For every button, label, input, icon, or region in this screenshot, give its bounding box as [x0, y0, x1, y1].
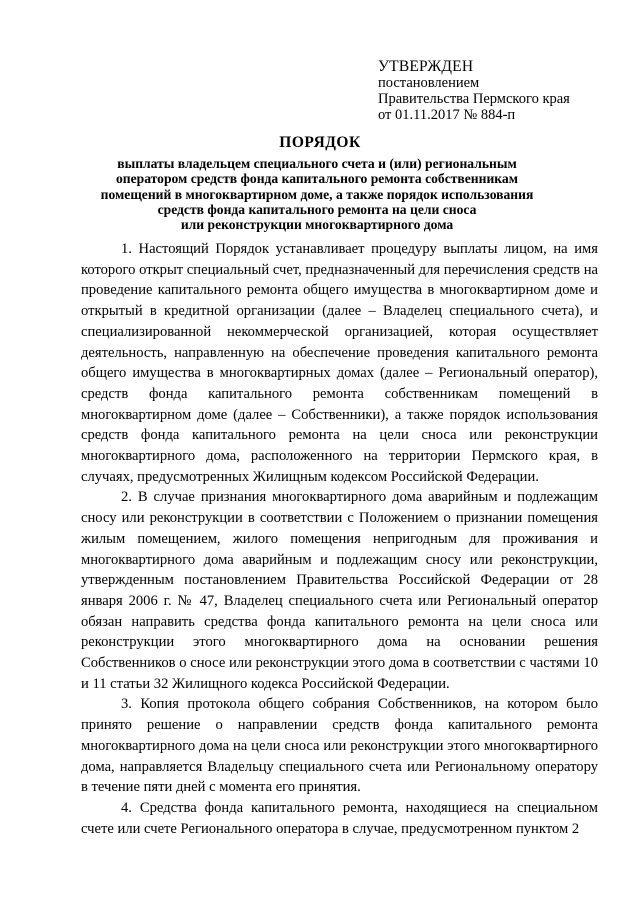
- paragraph-1: 1. Настоящий Порядок устанавливает процедуру выплаты лицом, на имя которого открыт специальный счет, предназначенный для перечисления средств на проведение капитального ремонта общего имущества в многоквартирном доме и открытый в кредитной организации (далее – Владелец специального счета), и специализированной некоммерческой организацией, которая осуществляет деятельность, направленную на обеспечение проведения капитального ремонта общего имущества в многоквартирных домах (далее – Региональный оператор), средств фонда капитального ремонта собственникам помещений в многоквартирном доме (далее – Собственники), а также порядок использования средств фонда капитального ремонта на цели сноса или реконструкции многоквартирного дома, расположенного на территории Пермского края, в случаях, предусмотренных Жилищным кодексом Российской Федерации.: [81, 241, 598, 485]
- paragraph-4: 4. Средства фонда капитального ремонта, находящиеся на специальном счете или счете Регионального оператора в случае, предусмотренном пунктом 2: [81, 799, 598, 837]
- paragraph-3: 3. Копия протокола общего собрания Собственников, на котором было принято решение о направлении средств фонда капитального ремонта многоквартирного дома на цели сноса или реконструкции этого многоквартирного дома, направляется Владельцу специального счета или Региональному оператору в течение пяти дней с момента его принятия.: [81, 696, 598, 796]
- paragraph-2: 2. В случае признания многоквартирного дома аварийным и подлежащим сносу или реконструкции в соответствии с Положением о признании помещения жилым помещением, жилого помещения непригодным для проживания и многоквартирного дома аварийным и подлежащим сносу или реконструкции, утвержденным постановлением Правительства Российской Федерации от 28 января 2006 г. № 47, Владелец специального счета или Региональный оператор обязан направить средства фонда капитального ремонта на цели сноса или реконструкции этого многоквартирного дома на основании решения Собственников о сносе или реконструкции этого дома в соответствии с частями 10 и 11 статьи 32 Жилищного кодекса Российской Федерации.: [81, 489, 598, 692]
- document-body: [81, 239, 598, 839]
- subtitle-line: или реконструкции многоквартирного дома: [180, 217, 454, 233]
- subtitle-line: средств фонда капитального ремонта на цели сноса: [157, 201, 477, 217]
- document-subtitle: [82, 156, 552, 232]
- approval-line: постановлением: [378, 75, 480, 91]
- approval-stamp: [378, 59, 618, 123]
- subtitle-line: помещений в многоквартирном доме, а также порядок использования: [100, 186, 534, 202]
- approval-line: Правительства Пермского края: [378, 91, 570, 107]
- subtitle-line: выплаты владельцем специального счета и (или) региональным: [117, 156, 517, 171]
- subtitle-line: оператором средств фонда капитального ремонта собственникам: [116, 171, 518, 187]
- approval-line: от 01.11.2017 № 884-п: [378, 107, 516, 123]
- document-title: ПОРЯДОК: [279, 134, 361, 151]
- approval-title: УТВЕРЖДЕН: [378, 58, 474, 75]
